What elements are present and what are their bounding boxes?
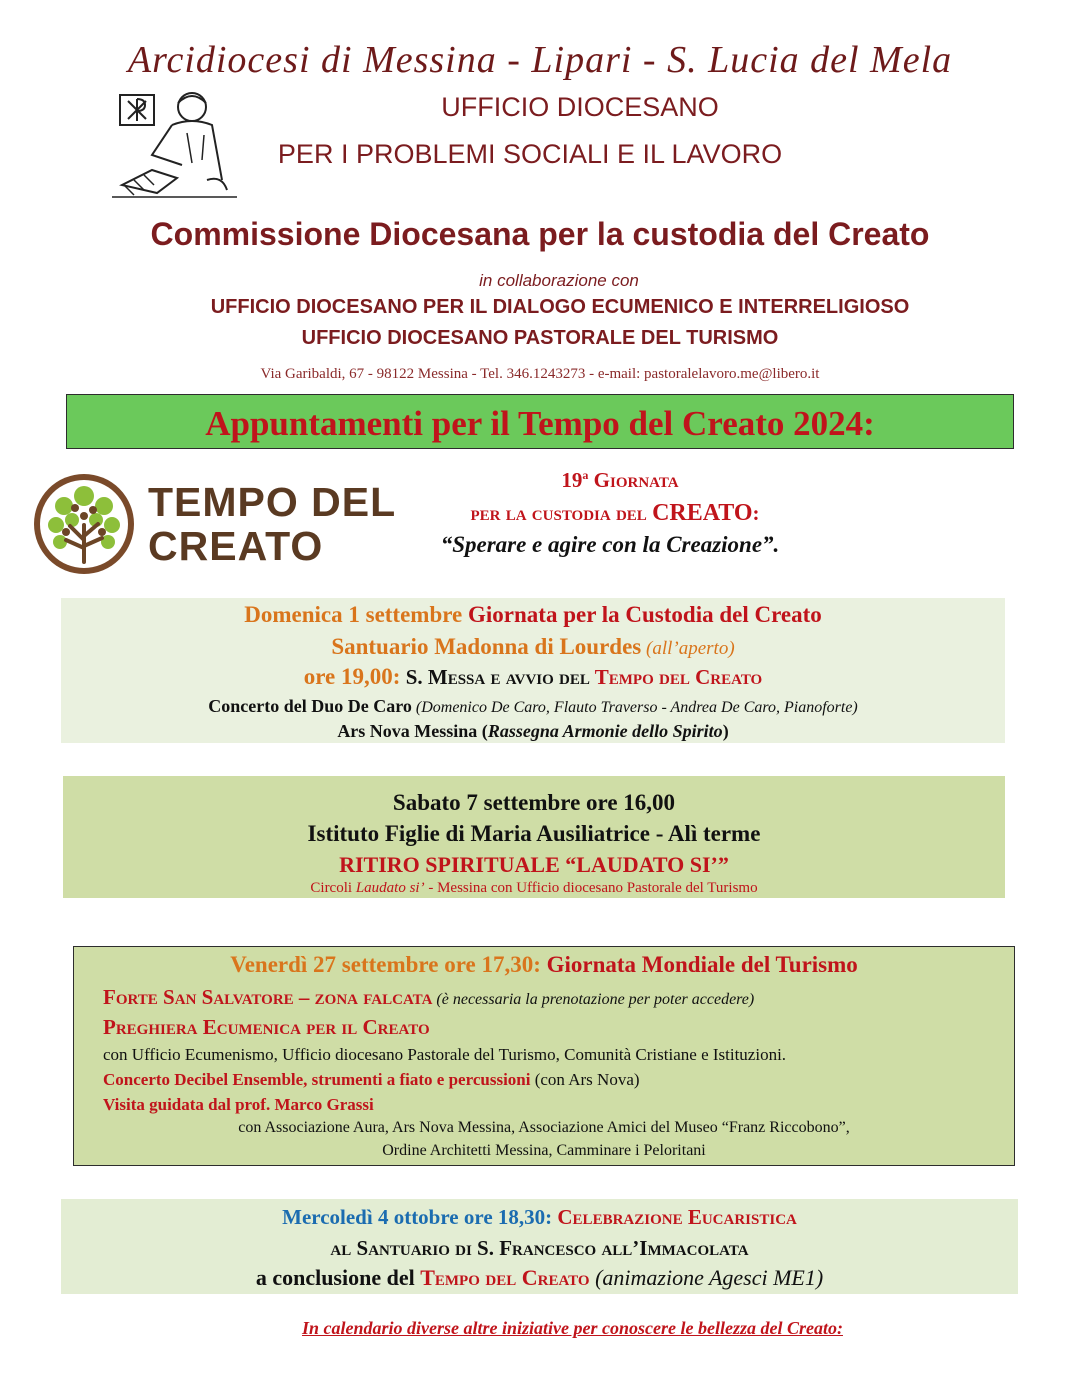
giornata-motto: “Sperare e agire con la Creazione”. bbox=[440, 532, 780, 557]
archdiocese-title: Arcidiocesi di Messina - Lipari - S. Lucia del Mela bbox=[127, 39, 953, 81]
collab-intro: in collaborazione con bbox=[479, 271, 639, 290]
event3-assoc-2: Ordine Architetti Messina, Camminare i Peloritani bbox=[382, 1142, 706, 1159]
event3-with: con Ufficio Ecumenismo, Ufficio diocesano Pastorale del Turismo, Comunità Cristiane e Istituzioni. bbox=[103, 1045, 787, 1064]
event1-ars: Ars Nova Messina (Rassegna Armonie dello Spirito) bbox=[337, 721, 729, 741]
event3-header: Venerdì 27 settembre ore 17,30: Giornata Mondiale del Turismo bbox=[230, 952, 858, 977]
event4-place: al Santuario di S. Francesco all’Immacolata bbox=[330, 1236, 749, 1260]
event1-place: Santuario Madonna di Lourdes (all’aperto) bbox=[331, 634, 735, 659]
logo-line-2: CREATO bbox=[148, 523, 324, 569]
event3-prayer: Preghiera Ecumenica per il Creato bbox=[103, 1015, 430, 1039]
event2-note: Circoli Laudato si’ - Messina con Ufficio diocesano Pastorale del Turismo bbox=[310, 880, 758, 896]
address-line: Via Garibaldi, 67 - 98122 Messina - Tel. 346.1243273 - e-mail: pastoralelavoro.me@libero.it bbox=[260, 366, 820, 382]
tree-leaf-icon bbox=[30, 470, 138, 578]
logo-line-1: TEMPO DEL bbox=[148, 479, 397, 525]
event3-visit: Visita guidata dal prof. Marco Grassi bbox=[103, 1095, 374, 1114]
event2-title: RITIRO SPIRITUALE “LAUDATO SI’” bbox=[339, 852, 729, 877]
event3-concert: Concerto Decibel Ensemble, strumenti a fiato e percussioni (con Ars Nova) bbox=[103, 1070, 640, 1089]
event3-place: Forte San Salvatore – zona falcata (è necessaria la prenotazione per poter accedere) bbox=[103, 985, 755, 1009]
event1-concert: Concerto del Duo De Caro (Domenico De Caro, Flauto Traverso - Andrea De Caro, Pianoforte) bbox=[208, 696, 858, 716]
commission-title: Commissione Diocesana per la custodia del Creato bbox=[150, 216, 930, 252]
worker-chi-rho-emblem-icon bbox=[112, 85, 242, 200]
event3-assoc-1: con Associazione Aura, Ars Nova Messina, Associazione Amici del Museo “Franz Riccobono”, bbox=[238, 1119, 850, 1136]
event1-time: ore 19,00: S. Messa e avvio del Tempo del Creato bbox=[303, 664, 763, 689]
office-line-2: PER I PROBLEMI SOCIALI E IL LAVORO bbox=[277, 139, 783, 169]
giornata-title: 19$^a$ Giornata bbox=[561, 468, 679, 492]
event4-conclusion: a conclusione del Tempo del Creato (animazione Agesci ME1) bbox=[255, 1265, 824, 1290]
office-line-1: UFFICIO DIOCESANO bbox=[441, 92, 719, 122]
event1-header: Domenica 1 settembre Giornata per la Custodia del Creato bbox=[244, 602, 822, 627]
banner bbox=[66, 394, 1014, 449]
event2-datetime: Sabato 7 settembre ore 16,00 bbox=[392, 790, 676, 815]
event2-place: Istituto Figlie di Maria Ausiliatrice - Alì terme bbox=[307, 821, 761, 846]
banner-title: Appuntamenti per il Tempo del Creato 2024: bbox=[205, 404, 875, 443]
giornata-subtitle: per la custodia del CREATO: bbox=[470, 500, 760, 526]
footer-note: In calendario diverse altre iniziative per conoscere le bellezza del Creato: bbox=[302, 1318, 843, 1338]
collab-office-1: UFFICIO DIOCESANO PER IL DIALOGO ECUMENICO E INTERRELIGIOSO bbox=[210, 296, 910, 318]
collab-office-2: UFFICIO DIOCESANO PASTORALE DEL TURISMO bbox=[301, 327, 779, 349]
event4-header: Mercoledì 4 ottobre ore 18,30: Celebrazione Eucaristica bbox=[282, 1205, 797, 1229]
